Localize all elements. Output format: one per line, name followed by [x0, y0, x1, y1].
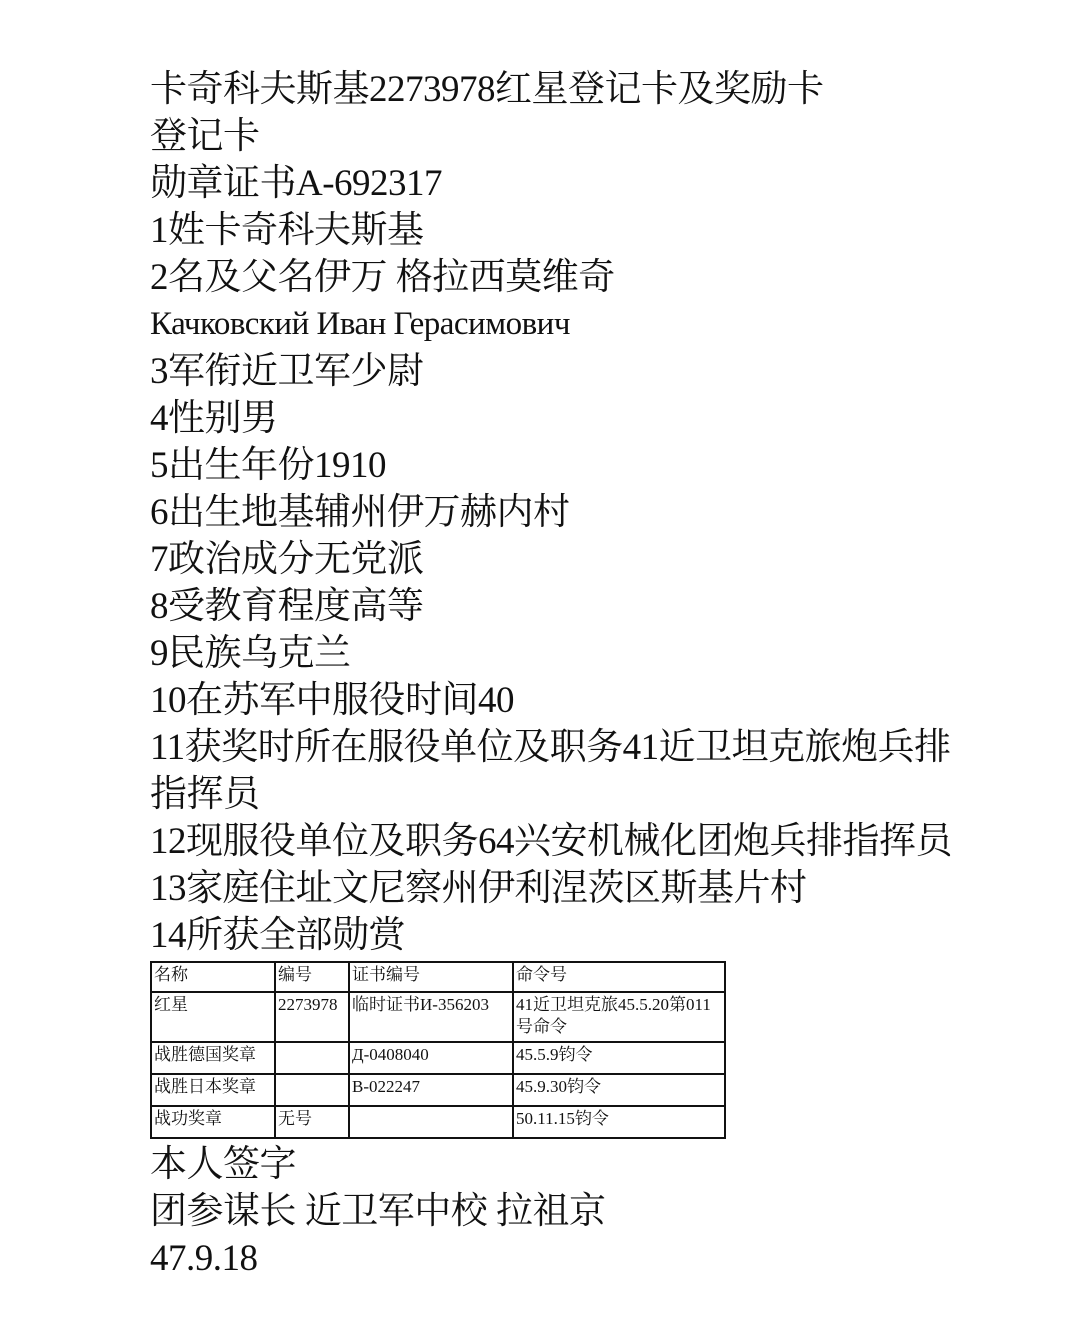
- table-cell: 战胜日本奖章: [151, 1074, 275, 1106]
- field-nationality: 9民族乌克兰: [150, 633, 351, 674]
- table-cell: 战功奖章: [151, 1106, 275, 1138]
- field-sex: 4性别男: [150, 398, 278, 439]
- table-row: [151, 1074, 725, 1106]
- table-cell: 45.5.9钧令: [513, 1042, 725, 1074]
- field-home-address: 13家庭住址文尼察州伊利涅茨区斯基片村: [150, 868, 807, 909]
- table-cell: 2273978: [275, 992, 349, 1042]
- table-cell: 红星: [151, 992, 275, 1042]
- header-cell: 编号: [275, 962, 349, 992]
- table-header-row: [151, 962, 725, 992]
- field-rank: 3军衔近卫军少尉: [150, 351, 424, 392]
- table-cell: B-022247: [349, 1074, 513, 1106]
- awards-table: [150, 961, 726, 1139]
- document-date: 47.9.18: [150, 1238, 258, 1279]
- table-cell: 50.11.15钧令: [513, 1106, 725, 1138]
- table-cell: 临时证书И-356203: [349, 992, 513, 1042]
- officer-signature: 团参谋长 近卫军中校 拉祖京: [150, 1191, 606, 1232]
- field-unit-at-award: 11获奖时所在服役单位及职务41近卫坦克旅炮兵排指挥员: [150, 727, 951, 815]
- table-cell: 战胜德国奖章: [151, 1042, 275, 1074]
- field-birth-year: 5出生年份1910: [150, 445, 386, 486]
- field-name-russian: Качковский Иван Герасимович: [150, 306, 570, 342]
- header-cell: 名称: [151, 962, 275, 992]
- table-cell: 45.9.30钧令: [513, 1074, 725, 1106]
- header-cell: 证书编号: [349, 962, 513, 992]
- table-row: [151, 992, 725, 1042]
- field-all-awards: 14所获全部勋赏: [150, 915, 405, 956]
- header-cell: 命令号: [513, 962, 725, 992]
- certificate-number: 勋章证书A-692317: [150, 163, 443, 204]
- field-service-since: 10在苏军中服役时间40: [150, 680, 514, 721]
- table-cell: [275, 1042, 349, 1074]
- document-subtitle: 登记卡: [150, 116, 260, 157]
- field-education: 8受教育程度高等: [150, 586, 424, 627]
- table-cell: [275, 1074, 349, 1106]
- table-cell: 无号: [275, 1106, 349, 1138]
- field-party: 7政治成分无党派: [150, 539, 424, 580]
- table-cell: Д-0408040: [349, 1042, 513, 1074]
- field-birthplace: 6出生地基辅州伊万赫内村: [150, 492, 570, 533]
- table-row: [151, 1106, 725, 1138]
- registration-card-document: [150, 66, 980, 1282]
- signature-label: 本人签字: [150, 1144, 296, 1185]
- field-name-patronymic: 2名及父名伊万 格拉西莫维奇: [150, 257, 615, 298]
- document-title: 卡奇科夫斯基2273978红星登记卡及奖励卡: [150, 69, 824, 110]
- table-cell: [349, 1106, 513, 1138]
- table-cell: 41近卫坦克旅45.5.20第011号命令: [513, 992, 725, 1042]
- field-current-unit: 12现服役单位及职务64兴安机械化团炮兵排指挥员: [150, 821, 952, 862]
- table-row: [151, 1042, 725, 1074]
- field-surname: 1姓卡奇科夫斯基: [150, 210, 424, 251]
